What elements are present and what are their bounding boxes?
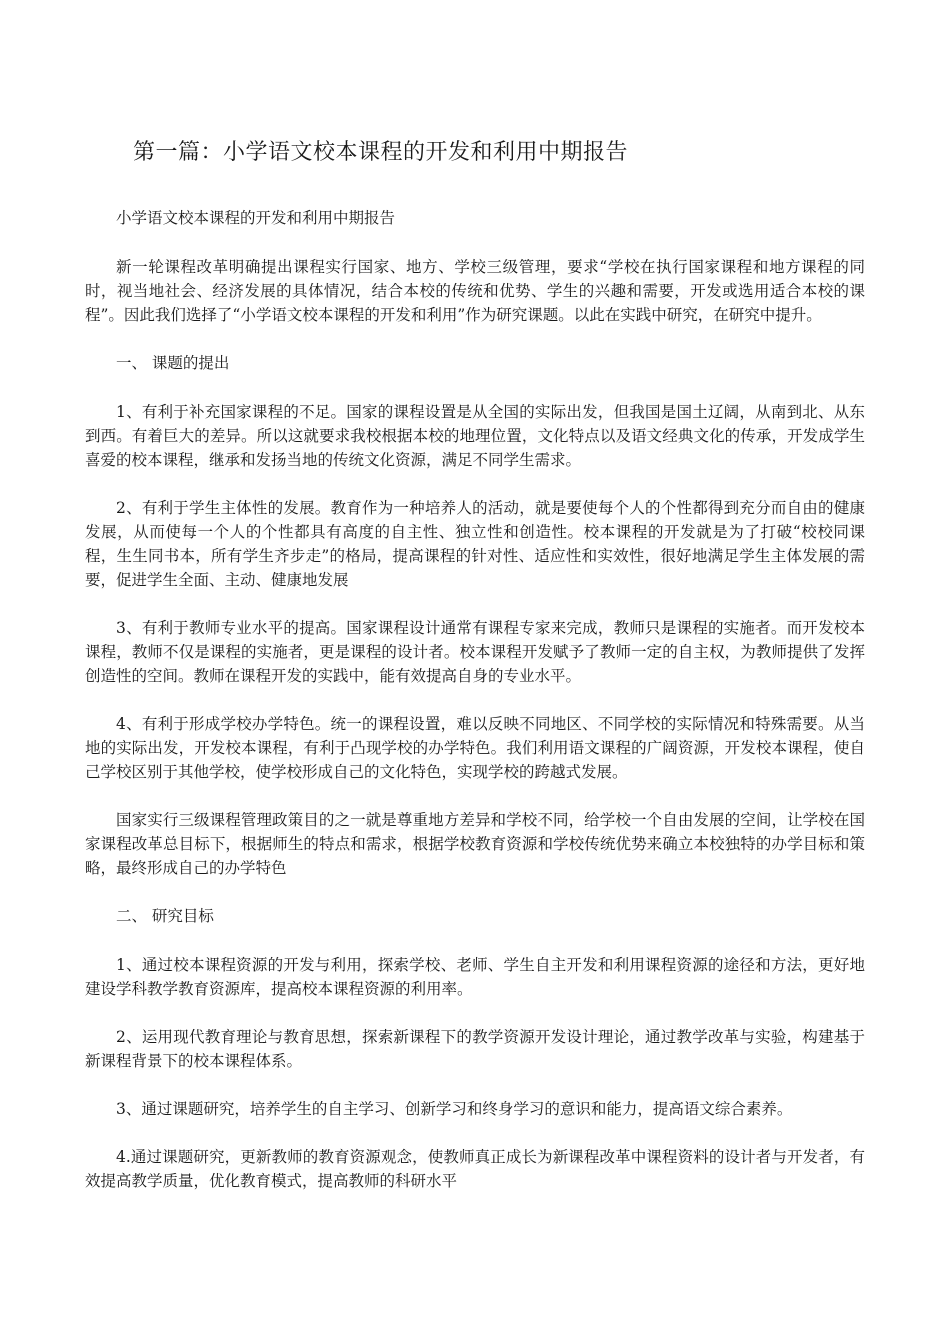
intro-paragraph: 新一轮课程改革明确提出课程实行国家、地方、学校三级管理，要求“学校在执行国家课程和地方课程的同时，视当地社会、经济发展的具体情况，结合本校的传统和优势、学生的兴趣和需要，开发或选用适合本校的课程”。因此我们选择了“小学语文校本课程的开发和利用”作为研究课题。以此在实践中研究，在研究中提升。: [85, 258, 865, 324]
section-1-paragraph-1: 1、有利于补充国家课程的不足。国家的课程设置是从全国的实际出发，但我国是国土辽阔，从南到北、从东到西。有着巨大的差异。所以这就要求我校根据本校的地理位置，文化特点以及语文经典文化的传承，开发成学生喜爱的校本课程，继承和发扬当地的传统文化资源，满足不同学生需求。: [85, 403, 865, 469]
section-1-paragraph-2: 2、有利于学生主体性的发展。教育作为一种培养人的活动，就是要使每个人的个性都得到充分而自由的健康发展，从而使每一个人的个性都具有高度的自主性、独立性和创造性。校本课程的开发就是为了打破“校校同课程，生生同书本，所有学生齐步走”的格局，提高课程的针对性、适应性和实效性，很好地满足学生主体发展的需要，促进学生全面、主动、健康地发展: [85, 499, 865, 589]
section-1-paragraph-4: 4、有利于形成学校办学特色。统一的课程设置，难以反映不同地区、不同学校的实际情况和特殊需要。从当地的实际出发，开发校本课程，有利于凸现学校的办学特色。我们利用语文课程的广阔资源，开发校本课程，使自己学校区别于其他学校，使学校形成自己的文化特色，实现学校的跨越式发展。: [85, 715, 865, 781]
section-2-heading: 二、 研究目标: [116, 907, 214, 925]
document-body: [85, 206, 865, 1217]
section-2-paragraph-4: 4.通过课题研究，更新教师的教育资源观念，使教师真正成长为新课程改革中课程资料的设计者与开发者，有效提高教学质量，优化教育模式，提高教师的科研水平: [85, 1148, 865, 1190]
section-1-heading: 一、 课题的提出: [116, 354, 230, 372]
document-subtitle: 小学语文校本课程的开发和利用中期报告: [116, 209, 396, 227]
section-2-paragraph-2: 2、运用现代教育理论与教育思想，探索新课程下的教学资源开发设计理论，通过教学改革与实验，构建基于新课程背景下的校本课程体系。: [85, 1028, 865, 1070]
section-2-paragraph-1: 1、通过校本课程资源的开发与利用，探索学校、老师、学生自主开发和利用课程资源的途径和方法，更好地建设学科教学教育资源库，提高校本课程资源的利用率。: [85, 956, 865, 998]
section-1-paragraph-5: 国家实行三级课程管理政策目的之一就是尊重地方差异和学校不同，给学校一个自由发展的空间，让学校在国家课程改革总目标下，根据师生的特点和需求，根据学校教育资源和学校传统优势来确立本校独特的办学目标和策略，最终形成自己的办学特色: [85, 811, 865, 877]
document-title: 第一篇：小学语文校本课程的开发和利用中期报告: [133, 140, 629, 165]
section-2-paragraph-3: 3、通过课题研究，培养学生的自主学习、创新学习和终身学习的意识和能力，提高语文综合素养。: [116, 1100, 793, 1118]
section-1-paragraph-3: 3、有利于教师专业水平的提高。国家课程设计通常有课程专家来完成，教师只是课程的实施者。而开发校本课程，教师不仅是课程的实施者，更是课程的设计者。校本课程开发赋予了教师一定的自主权，为教师提供了发挥创造性的空间。教师在课程开发的实践中，能有效提高自身的专业水平。: [85, 619, 865, 685]
